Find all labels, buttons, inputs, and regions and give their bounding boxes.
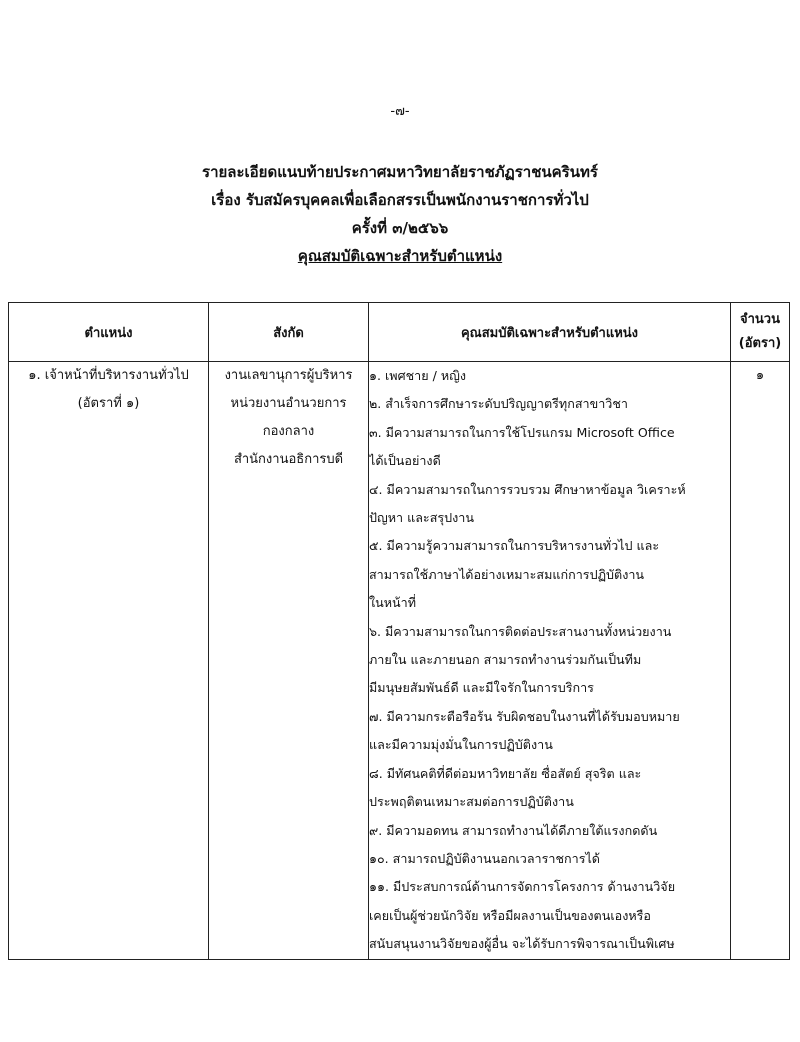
- qualification-line: ๑. เพศชาย / หญิง: [369, 368, 467, 383]
- qualification-line: ภายใน และภายนอก สามารถทำงานร่วมกันเป็นทีม: [369, 652, 642, 668]
- header-qualifications: คุณสมบัติเฉพาะสำหรับตำแหน่ง: [369, 303, 731, 362]
- unit-line: กองกลาง: [262, 424, 315, 439]
- qualification-line: ๔. มีความสามารถในการรวบรวม ศึกษาหาข้อมูล วิเคราะห์: [369, 481, 686, 497]
- qualification-line: ๘. มีทัศนคติที่ดีต่อมหาวิทยาลัย ซื่อสัตย์ สุจริต และ: [369, 765, 642, 781]
- header-unit: สังกัด: [209, 303, 369, 362]
- qualification-line: ๖. มีความสามารถในการติดต่อประสานงานทั้งหน่วยงาน: [369, 623, 672, 639]
- position-title: ๑. เจ้าหน้าที่บริหารงานทั่วไป: [28, 368, 189, 383]
- table-header-row: [9, 303, 790, 362]
- qualification-line: ได้เป็นอย่างดี: [369, 453, 441, 469]
- header-count-line-1: จำนวน: [740, 312, 780, 327]
- unit-line: สำนักงานอธิการบดี: [233, 452, 344, 467]
- heading-line-1: รายละเอียดแนบท้ายประกาศมหาวิทยาลัยราชภัฏราชนครินทร์: [202, 163, 598, 181]
- qualification-line: ๗. มีความกระตือรือร้น รับผิดชอบในงานที่ได้รับมอบหมาย: [369, 708, 680, 724]
- qualification-line: ปัญหา และสรุปงาน: [369, 510, 474, 526]
- qualification-line: ๕. มีความรู้ความสามารถในการบริหารงานทั่วไป และ: [369, 538, 660, 554]
- qualification-line: ๑๐. สามารถปฏิบัติงานนอกเวลาราชการได้: [369, 850, 600, 866]
- header-count: [731, 303, 790, 362]
- qualification-line: สนับสนุนงานวิจัยของผู้อื่น จะได้รับการพิจารณาเป็นพิเศษ: [369, 936, 675, 952]
- document-heading: [0, 158, 800, 270]
- qualification-line: ๒. สำเร็จการศึกษาระดับปริญญาตรีทุกสาขาวิชา: [369, 396, 628, 412]
- qualification-line: ในหน้าที่: [369, 595, 417, 611]
- heading-line-2: เรื่อง รับสมัครบุคคลเพื่อเลือกสรรเป็นพนักงานราชการทั่วไป: [211, 191, 589, 209]
- section-title: คุณสมบัติเฉพาะสำหรับตำแหน่ง: [297, 247, 503, 265]
- qualification-line: ๙. มีความอดทน สามารถทำงานได้ดีภายใต้แรงกดดัน: [369, 822, 658, 838]
- position-rate: (อัตราที่ ๑): [77, 396, 140, 411]
- unit-line: หน่วยงานอำนวยการ: [230, 396, 347, 411]
- qualification-line: และมีความมุ่งมั่นในการปฏิบัติงาน: [369, 737, 553, 753]
- qualification-table: [8, 302, 790, 960]
- qualification-line: เคยเป็นผู้ช่วยนักวิจัย หรือมีผลงานเป็นของตนเองหรือ: [369, 907, 651, 923]
- count-value: ๑: [755, 368, 765, 383]
- header-count-line-2: (อัตรา): [738, 336, 782, 351]
- unit-line: งานเลขานุการผู้บริหาร: [224, 368, 353, 383]
- cell-count: [731, 362, 790, 960]
- page-number: -๗-: [390, 104, 410, 119]
- qualification-line: ๑๑. มีประสบการณ์ด้านการจัดการโครงการ ด้านงานวิจัย: [369, 879, 676, 895]
- table-row: [9, 362, 790, 960]
- heading-line-4: [0, 242, 800, 270]
- qualification-line: ๓. มีความสามารถในการใช้โปรแกรม Microsoft Office: [369, 424, 675, 440]
- qualification-line: สามารถใช้ภาษาได้อย่างเหมาะสมแก่การปฏิบัติงาน: [369, 566, 645, 582]
- qualification-line: มีมนุษยสัมพันธ์ดี และมีใจรักในการบริการ: [369, 680, 594, 696]
- header-position: ตำแหน่ง: [9, 303, 209, 362]
- cell-unit: [209, 362, 369, 960]
- cell-qualifications: [369, 362, 731, 960]
- heading-line-3: ครั้งที่ ๓/๒๕๖๖: [351, 219, 449, 237]
- cell-position: [9, 362, 209, 960]
- qualification-line: ประพฤติตนเหมาะสมต่อการปฏิบัติงาน: [369, 794, 574, 810]
